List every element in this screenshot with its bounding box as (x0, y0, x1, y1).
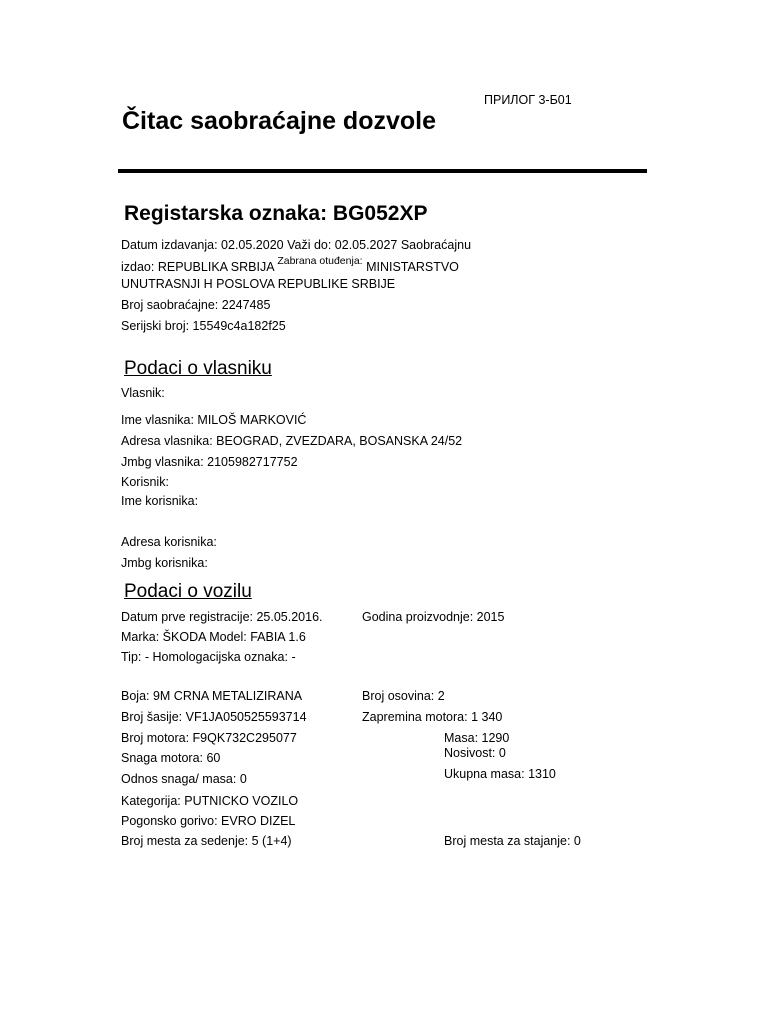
total-mass: Ukupna masa: 1310 (444, 767, 556, 781)
type-homologation: Tip: - Homologacijska oznaka: - (121, 650, 296, 664)
title-divider (118, 169, 647, 173)
first-registration-date: Datum prve registracije: 25.05.2016. (121, 610, 323, 624)
user-jmbg: Jmbg korisnika: (121, 556, 208, 570)
payload: Nosivost: 0 (444, 746, 506, 760)
engine-displacement: Zapremina motora: 1 340 (362, 710, 503, 724)
axle-count: Broj osovina: 2 (362, 689, 445, 703)
owner-name: Ime vlasnika: MILOŠ MARKOVIĆ (121, 413, 307, 427)
production-year: Godina proizvodnje: 2015 (362, 610, 505, 624)
engine-power: Snaga motora: 60 (121, 751, 221, 765)
fuel-type: Pogonsko gorivo: EVRO DIZEL (121, 814, 296, 828)
certificate-number: Broj saobraćajne: 2247485 (121, 298, 271, 312)
make-model: Marka: ŠKODA Model: FABIA 1.6 (121, 630, 306, 644)
seats: Broj mesta za sedenje: 5 (1+4) (121, 834, 292, 848)
issuer-ministry: MINISTARSTVO (366, 260, 459, 274)
issuer-text: izdao: REPUBLIKA SRBIJA (121, 260, 274, 274)
vehicle-heading: Podaci o vozilu (124, 581, 252, 602)
alienation-ban-label: Zabrana otuđenja: (277, 255, 363, 267)
issue-validity-line: Datum izdavanja: 02.05.2020 Važi do: 02.05.2027 Saobraćajnu (121, 238, 472, 252)
form-code: ПРИЛОГ 3-Б01 (484, 93, 572, 107)
issuer-line-cont: UNUTRASNJI H POSLOVA REPUBLIKE SRBIJE (121, 277, 396, 291)
standing-places: Broj mesta za stajanje: 0 (444, 834, 581, 848)
chassis-number: Broj šasije: VF1JA050525593714 (121, 710, 307, 724)
category: Kategorija: PUTNICKO VOZILO (121, 794, 299, 808)
power-mass-ratio: Odnos snaga/ masa: 0 (121, 772, 247, 786)
mass: Masa: 1290 (444, 731, 510, 745)
user-address: Adresa korisnika: (121, 535, 217, 549)
page-title: Čitac saobraćajne dozvole (122, 107, 437, 135)
serial-number: Serijski broj: 15549c4a182f25 (121, 319, 286, 333)
user-name: Ime korisnika: (121, 494, 199, 508)
owner-heading: Podaci o vlasniku (124, 358, 272, 379)
owner-jmbg: Jmbg vlasnika: 2105982717752 (121, 455, 298, 469)
engine-number: Broj motora: F9QK732C295077 (121, 731, 297, 745)
owner-label: Vlasnik: (121, 386, 165, 400)
registration-heading: Registarska oznaka: BG052XP (124, 202, 428, 225)
color: Boja: 9M CRNA METALIZIRANA (121, 689, 303, 703)
issuer-line (121, 255, 459, 276)
user-label: Korisnik: (121, 475, 169, 489)
owner-address: Adresa vlasnika: BEOGRAD, ZVEZDARA, BOSANSKA 24/52 (121, 434, 463, 448)
